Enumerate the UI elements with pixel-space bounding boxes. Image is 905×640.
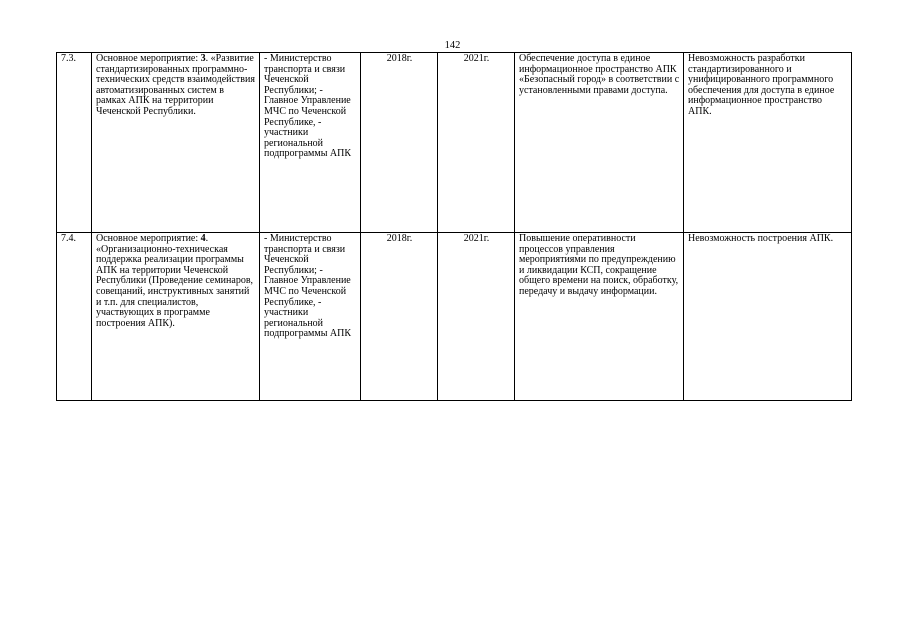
table-row: [57, 233, 852, 401]
event-text: . «Развитие стандартизированных программно-технических средств взаимодействия автоматизированных систем в рамках АПК на территории Чеченской Республики.: [96, 53, 255, 117]
row-number: 7.3.: [57, 53, 92, 233]
event-prefix: Основное мероприятие:: [96, 53, 201, 64]
event-index: 3: [200, 53, 206, 64]
end-year-cell: 2021г.: [438, 53, 515, 233]
event-cell: [92, 233, 260, 401]
end-year-cell: 2021г.: [438, 233, 515, 401]
executors-cell: - Министерство транспорта и связи Чеченской Республики; - Главное Управление МЧС по Чеченской Республике, - участники региональной подпрограммы АПК: [260, 233, 361, 401]
result-cell: Обеспечение доступа в единое информационное пространство АПК «Безопасный город» в соответствии с установленными правами доступа.: [515, 53, 684, 233]
event-cell: [92, 53, 260, 233]
consequence-cell: Невозможность построения АПК.: [684, 233, 852, 401]
start-year-cell: 2018г.: [361, 53, 438, 233]
event-index: 4: [200, 233, 206, 244]
start-year-cell: 2018г.: [361, 233, 438, 401]
table-row: [57, 53, 852, 233]
page-number: 142: [444, 40, 461, 51]
event-prefix: Основное мероприятие:: [96, 233, 201, 244]
event-text: . «Организационно-техническая поддержка реализации программы АПК на территории Чеченской Республики (Проведение семинаров, совещаний, инструктивных занятий и т.п. для специалистов, участвующих в программе построения АПК).: [96, 233, 254, 329]
consequence-cell: Невозможность разработки стандартизированного и унифицированного программного обеспечения для доступа в единое информационное пространство АПК.: [684, 53, 852, 233]
measures-table: [56, 52, 852, 401]
executors-cell: - Министерство транспорта и связи Чеченской Республики; - Главное Управление МЧС по Чеченской Республике, - участники региональной подпрограммы АПК: [260, 53, 361, 233]
result-cell: Повышение оперативности процессов управления мероприятиями по предупреждению и ликвидации КСП, сокращение общего времени на поиск, обработку, передачу и выдачу информации.: [515, 233, 684, 401]
row-number: 7.4.: [57, 233, 92, 401]
